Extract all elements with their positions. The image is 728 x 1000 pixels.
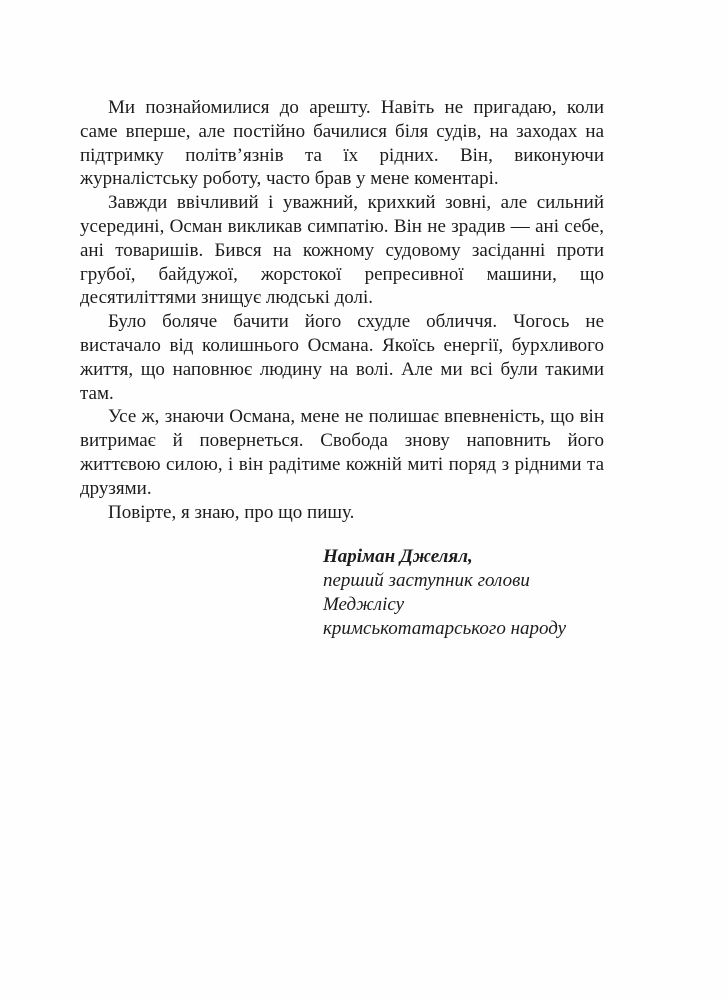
paragraph-5: Повірте, я знаю, про що пишу.	[108, 501, 355, 523]
paragraph-1: Ми познайомилися до арешту. Навіть не пригадаю, коли саме вперше, але постійно бачилися біля судів, на заходах на підтримку політв’язнів та їх рідних. Він, виконуючи журналістську роботу, часто брав у мене коментарі.	[80, 97, 604, 190]
paragraph-4: Усе ж, знаючи Османа, мене не полишає впевненість, що він витримає й повернеться. Свобода знову наповнить його життєвою силою, і він радітиме кожній миті поряд з рідними та друзями.	[80, 406, 604, 499]
paragraph-3: Було боляче бачити його схудле обличчя. Чогось не вистачало від колишнього Османа. Якоїсь енергії, бурхливого життя, що наповнює людину на волі. Але ми всі були такими там.	[80, 311, 604, 404]
signature-block	[323, 545, 604, 641]
body-text	[80, 96, 604, 641]
signature-role-line-2: кримськотатарського народу	[323, 618, 567, 640]
signature-name: Наріман Джелял,	[323, 546, 473, 568]
paragraph-2: Завжди ввічливий і уважний, крихкий зовні, але сильний усередині, Осман викликав симпатію. Він не зрадив — ані себе, ані товаришів. Бився на кожному судовому засіданні проти грубої, байдужої, жорстокої репресивної машини, що десятиліттями знищує людські долі.	[80, 192, 604, 309]
signature-role-line-1: перший заступник голови Меджлісу	[323, 570, 530, 616]
